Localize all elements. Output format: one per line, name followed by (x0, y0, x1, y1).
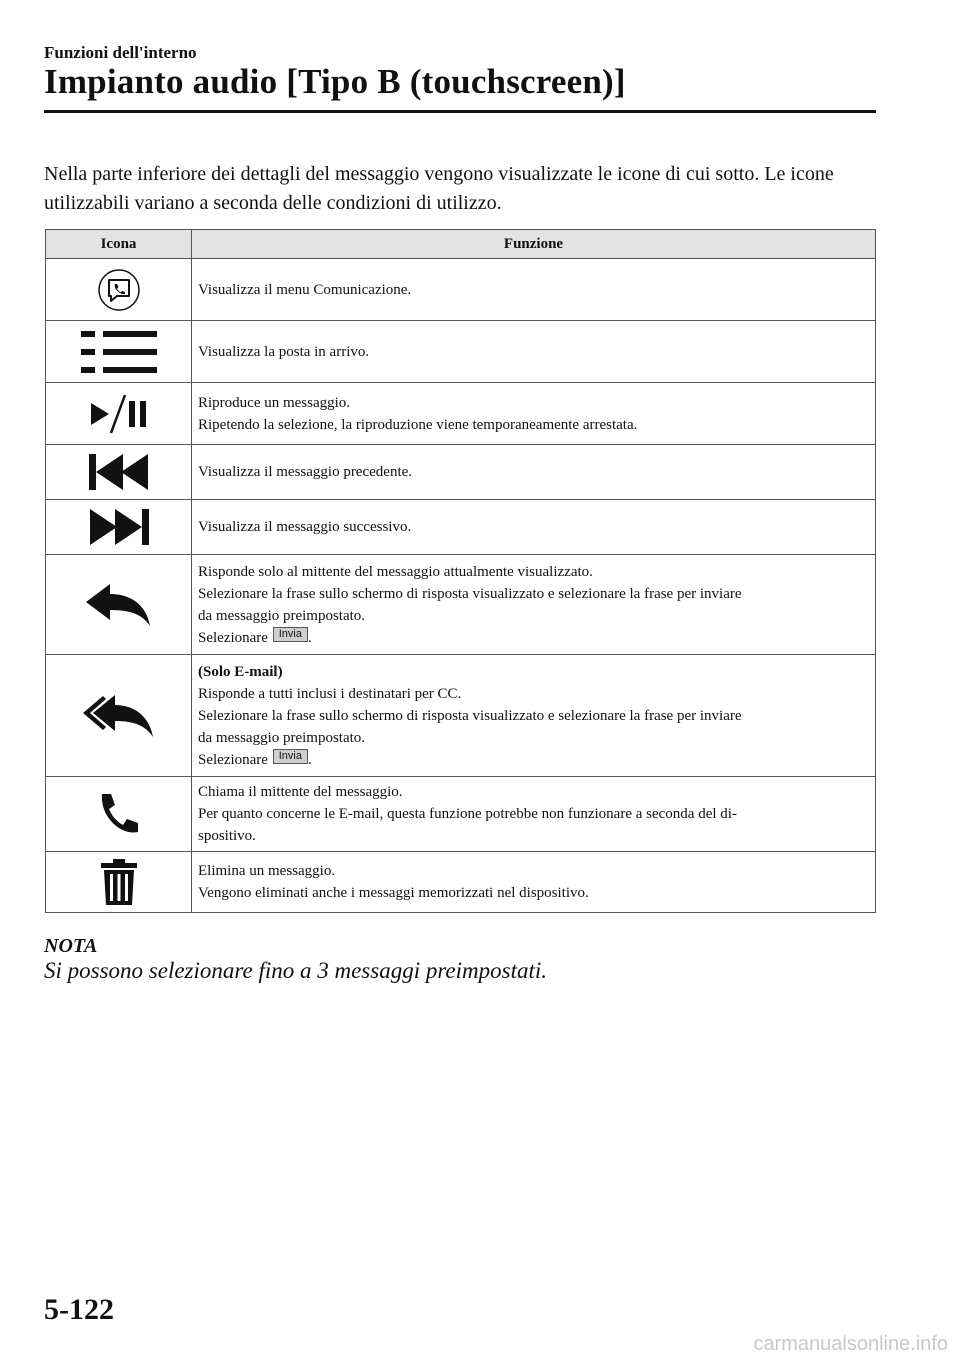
icon-column-header: Icona (46, 230, 192, 259)
communication-icon (46, 268, 191, 312)
function-cell: Visualizza il messaggio precedente. (192, 445, 876, 500)
note-text: Si possono selezionare fino a 3 messaggi preimpostati. (44, 958, 548, 983)
table-row (46, 555, 876, 655)
table-row (46, 500, 876, 555)
table-header-row (46, 230, 876, 259)
icon-cell (46, 383, 192, 445)
function-cell: Chiama il mittente del messaggio. Per quanto concerne le E-mail, questa funzione potrebbe non funzionare a seconda del di- spositivo. (192, 777, 876, 852)
icon-cell (46, 555, 192, 655)
trash-icon (46, 857, 191, 907)
page-title: Impianto audio [Tipo B (touchscreen)] (44, 62, 626, 101)
note-heading: NOTA (44, 935, 98, 957)
invia-button-glyph: Invia (273, 749, 308, 764)
play-pause-icon (46, 391, 191, 437)
table-row (46, 655, 876, 777)
intro-paragraph: Nella parte inferiore dei dettagli del messaggio vengono visualizzate le icone di cui sotto. Le icone utilizzabili variano a seconda delle condizioni di utilizzo. (44, 163, 834, 214)
function-cell: Visualizza il messaggio successivo. (192, 500, 876, 555)
table-row (46, 445, 876, 500)
function-cell: Visualizza la posta in arrivo. (192, 321, 876, 383)
reply-icon (46, 580, 191, 630)
table-row (46, 852, 876, 913)
invia-button-glyph: Invia (273, 627, 308, 642)
icon-cell (46, 445, 192, 500)
function-cell: Visualizza il menu Comunicazione. (192, 259, 876, 321)
icon-cell (46, 655, 192, 777)
icon-cell (46, 852, 192, 913)
icon-cell (46, 259, 192, 321)
phone-icon (46, 790, 191, 838)
inbox-list-icon (46, 329, 191, 375)
table-row (46, 383, 876, 445)
reply-all-icon (46, 691, 191, 741)
watermark: carmanualsonline.info (753, 1333, 948, 1355)
title-divider (44, 110, 876, 113)
icon-function-table (45, 229, 876, 913)
function-cell: Risponde solo al mittente del messaggio attualmente visualizzato. Selezionare la frase sullo schermo di risposta visualizzato e selezionare la frase per inviare da messaggio preimpostato. Selezionare Invia . (192, 555, 876, 655)
table-row (46, 321, 876, 383)
function-cell: Elimina un messaggio. Vengono eliminati anche i messaggi memorizzati nel dispositivo. (192, 852, 876, 913)
icon-cell (46, 777, 192, 852)
function-column-header: Funzione (192, 230, 876, 259)
section-label: Funzioni dell'interno (44, 43, 197, 62)
table-row (46, 777, 876, 852)
function-cell: Riproduce un messaggio. Ripetendo la selezione, la riproduzione viene temporaneamente arrestata. (192, 383, 876, 445)
page-number: 5-122 (44, 1293, 114, 1326)
icon-cell (46, 500, 192, 555)
function-cell: (Solo E-mail) Risponde a tutti inclusi i destinatari per CC. Selezionare la frase sullo schermo di risposta visualizzato e selezionare la frase per inviare da messaggio preimpostato. Selezionare Invia . (192, 655, 876, 777)
previous-icon (46, 452, 191, 492)
icon-cell (46, 321, 192, 383)
next-icon (46, 507, 191, 547)
table-row (46, 259, 876, 321)
